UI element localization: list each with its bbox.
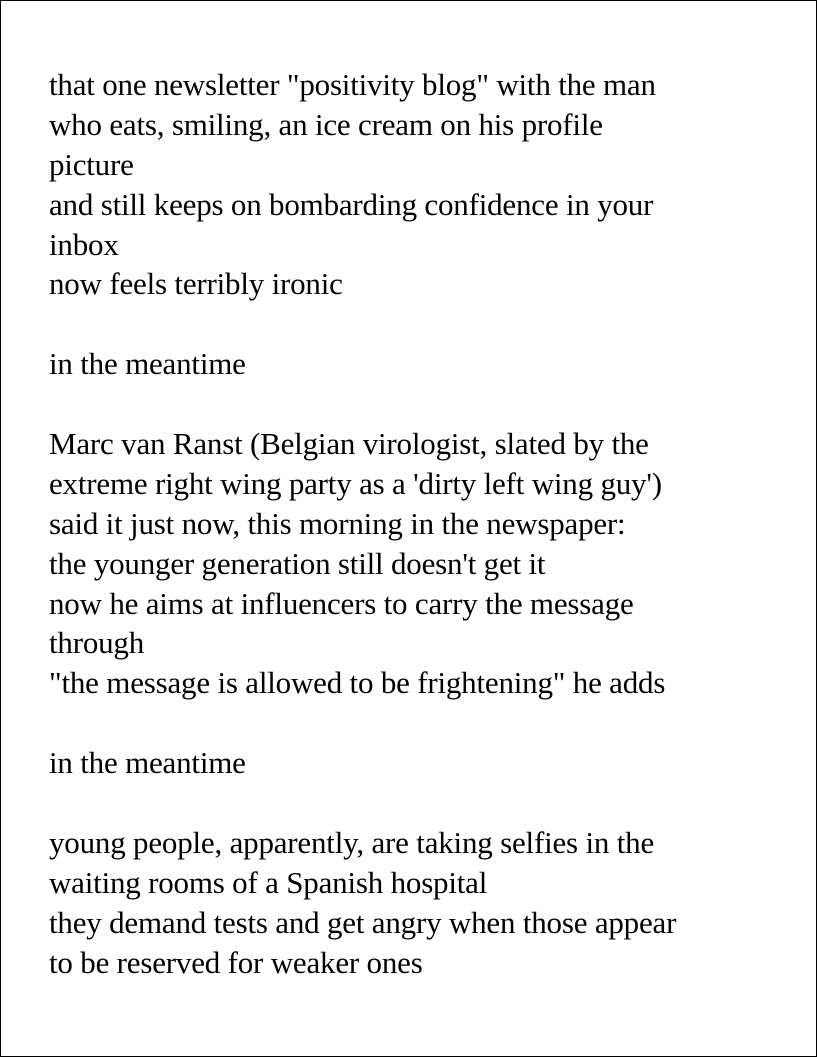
text-line: said it just now, this morning in the newspaper:: [49, 505, 626, 541]
text-line: who eats, smiling, an ice cream on his profile: [49, 106, 603, 142]
text-line: waiting rooms of a Spanish hospital: [49, 864, 488, 900]
text-line: to be reserved for weaker ones: [49, 944, 423, 980]
stanza-break: [49, 384, 794, 424]
text-line: in the meantime: [49, 346, 246, 382]
text-line: young people, apparently, are taking selfies in the: [49, 824, 655, 860]
text-line: inbox: [49, 226, 119, 262]
text-line: Marc van Ranst (Belgian virologist, slated by the: [49, 426, 649, 462]
text-line: through: [49, 625, 145, 661]
text-line: now he aims at influencers to carry the message: [49, 585, 634, 621]
poem-text: [49, 65, 794, 982]
text-line: that one newsletter "positivity blog" with the man: [49, 67, 656, 102]
stanza-break: [49, 783, 794, 823]
text-line: extreme right wing party as a 'dirty left wing guy'): [49, 465, 662, 501]
text-line: now feels terribly ironic: [49, 266, 343, 302]
stanza-young-people: [49, 823, 794, 983]
stanza-break: [49, 304, 794, 344]
stanza-meantime-1: [49, 344, 794, 384]
stanza-meantime-2: [49, 743, 794, 783]
stanza-positivity-blog: [49, 65, 794, 304]
text-line: "the message is allowed to be frightening" he adds: [49, 665, 666, 701]
text-line: they demand tests and get angry when those appear: [49, 904, 677, 940]
text-line: in the meantime: [49, 745, 246, 781]
text-line: picture: [49, 146, 134, 182]
stanza-break: [49, 703, 794, 743]
text-line: the younger generation still doesn't get it: [49, 545, 546, 581]
stanza-van-ranst: [49, 424, 794, 703]
text-line: and still keeps on bombarding confidence in your: [49, 186, 654, 222]
